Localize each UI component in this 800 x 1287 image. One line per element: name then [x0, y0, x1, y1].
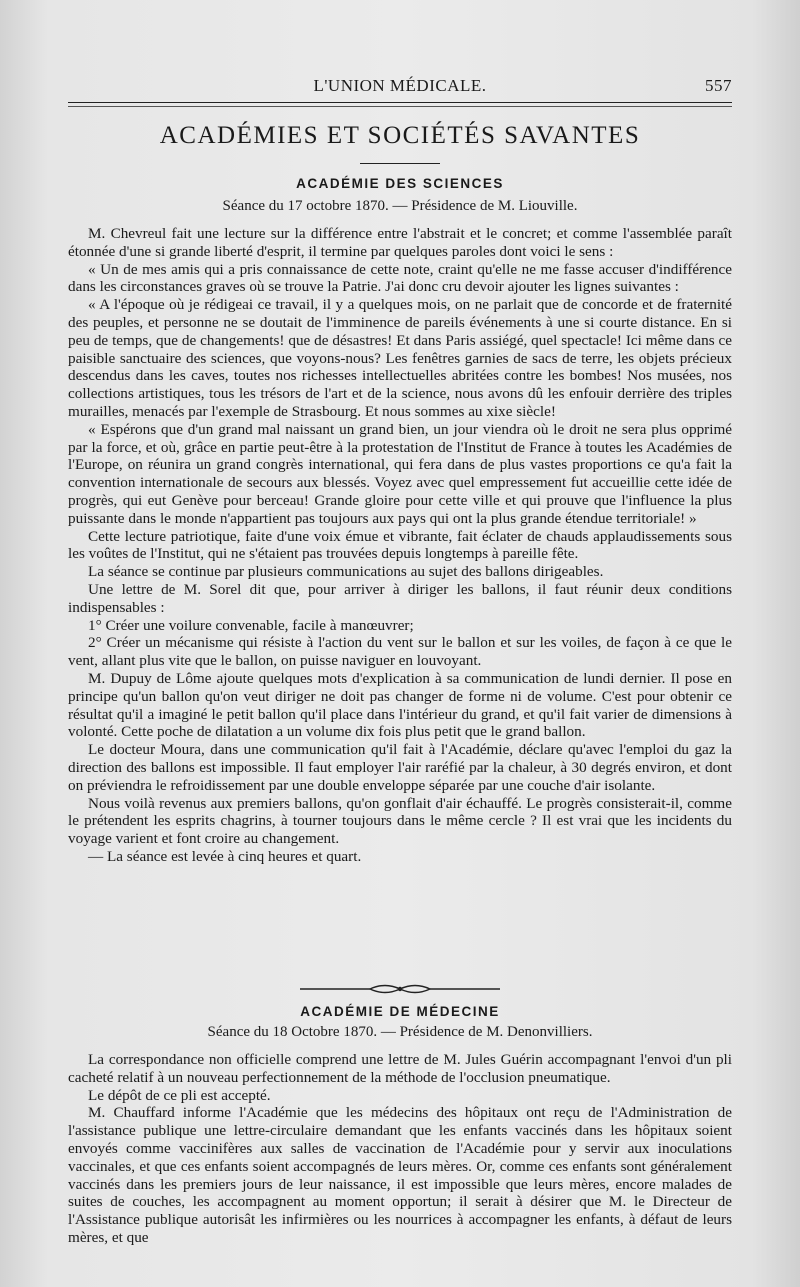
paragraph: Cette lecture patriotique, faite d'une voix émue et vibrante, fait éclater de chauds applaudissements sous les voûtes de l'Institut, qui ne s'étaient pas trouvées depuis longtemps à pareille fête.: [68, 527, 732, 563]
running-header: [68, 76, 732, 100]
paragraph: M. Chauffard informe l'Académie que les médecins des hôpitaux ont reçu de l'Administration de l'assistance publique une lettre-circulaire demandant que les enfants vaccinés dans les hôpitaux soient envoyés comme vaccinifères aux salles de vaccination de l'Académie pour y servir aux inoculations vaccinales, et que ces enfants soient accompagnés de leurs mères. Or, comme ces enfants sont généralement vaccinés dans les premiers jours de leur naissance, il est impossible que leurs mères, encore malades de suites de couches, les accompagnent au moment opportun; il serait à désirer que M. le Directeur de l'Assistance publique autorisât les infirmières ou les nourrices à accompagner les enfants, à défaut de leurs mères, et que: [68, 1104, 732, 1246]
paragraph: Une lettre de M. Sorel dit que, pour arriver à diriger les ballons, il faut réunir deux conditions indispensables :: [68, 580, 732, 616]
paragraph: « Espérons que d'un grand mal naissant un grand bien, un jour viendra où le droit ne sera plus opprimé par la force, et où, grâce en partie peut-être à la protestation de l'Institut de France à toutes les Académies de l'Europe, on réunira un grand congrès international, qui fera dans de plus vastes proportions ce qu'a fait la convention internationale de secours aux blessés. Voyez avec quel empressement fut accueillie cette idée de progrès, qui eut Genève pour berceau! Grande gloire pour cette ville et qui prouve que l'influence la plus puissante dans le monde n'appartient pas toujours aux pays qui ont la plus grande étendue territoriale! »: [68, 420, 732, 527]
page-number: 557: [705, 76, 732, 95]
paragraph: Nous voilà revenus aux premiers ballons, qu'on gonflait d'air échauffé. Le progrès consisterait-il, comme le prétendent les esprits chagrins, à tourner toujours dans le même cercle ? Il est vrai que les incidents du voyage varient et font croire au changement.: [68, 794, 732, 848]
academie-medecine-text: [68, 1051, 732, 1247]
title-divider: [360, 163, 440, 164]
paragraph: La correspondance non officielle comprend une lettre de M. Jules Guérin accompagnant l'envoi d'un pli cacheté relatif à un nouveau perfectionnement de la méthode de l'occlusion pneumatique.: [68, 1051, 732, 1086]
paragraph: — La séance est levée à cinq heures et quart.: [88, 847, 362, 865]
paragraph: Le docteur Moura, dans une communication qu'il fait à l'Académie, déclare qu'avec l'emploi du gaz la direction des ballons est impossible. Il faut employer l'air raréfié par la chaleur, à 30 degrés environ, et dont on préviendra le refroidissement par une double enveloppe séparée par une couche d'air isolante.: [68, 741, 732, 794]
paragraph: Le dépôt de ce pli est accepté.: [88, 1086, 271, 1104]
section-title: ACADÉMIES ET SOCIÉTÉS SAVANTES: [159, 122, 641, 149]
paragraph: « Un de mes amis qui a pris connaissance de cette note, craint qu'elle ne me fasse accuser d'indifférence dans les circonstances graves où se trouve la Patrie. J'ai donc cru devoir ajouter les lignes suivantes :: [68, 260, 732, 296]
paragraph: 1° Créer une voilure convenable, facile à manœuvrer;: [88, 616, 414, 634]
paragraph: M. Chevreul fait une lecture sur la différence entre l'abstrait et le concret; et comme l'assemblée paraît étonnée d'une si grande liberté d'esprit, il termine par quelques paroles dont voici le sens :: [68, 225, 732, 260]
paragraph: « A l'époque où je rédigeai ce travail, il y a quelques mois, on ne parlait que de concorde et de fraternité des peuples, et personne ne se doutait de l'imminence de pareils événements à une si courte distance. En si peu de temps, que de changements! que de désastres! Et dans Paris assiégé, quel spectacle! Ici même dans ce paisible sanctuaire des sciences, que voyons-nous? Les fenêtres garnies de sacs de terre, les objets précieux descendus dans les caves, toutes nos richesses intellectuelles abritées contre les bombes! Nos musées, nos collections artistiques, tous les trésors de l'art et de la science, nous avons dû les enfouir derrière des triples murailles, menacés par l'exemple de Strasbourg. Et nous sommes au xixe siècle!: [68, 296, 732, 420]
academie-sciences-title: ACADÉMIE DES SCIENCES: [296, 176, 504, 191]
paragraph: La séance se continue par plusieurs communications au sujet des ballons dirigeables.: [88, 563, 604, 581]
academie-medecine-session: Séance du 18 Octobre 1870. — Présidence de M. Denonvilliers.: [207, 1024, 593, 1040]
ornament-divider: [300, 982, 500, 996]
paragraph: M. Dupuy de Lôme ajoute quelques mots d'explication à sa communication de lundi dernier. Il pose en principe qu'un ballon qu'on veut diriger ne doit pas changer de forme ni de volume. C'est pour obtenir ce résultat qu'il a imaginé le petit ballon qu'il place dans l'intérieur du grand, et qu'il fait varier de dimensions à volonté. Cette poche de dilatation a un volume dix fois plus petit que le grand ballon.: [68, 669, 732, 741]
academie-sciences-text: [68, 225, 732, 866]
academie-medecine-title: ACADÉMIE DE MÉDECINE: [300, 1004, 500, 1019]
header-rule: [68, 102, 732, 103]
header-rule-thin: [68, 106, 732, 107]
paragraph: 2° Créer un mécanisme qui résiste à l'action du vent sur le ballon et sur les voiles, de façon à ce que le vent, allant plus vite que le ballon, on puisse naviguer en louvoyant.: [68, 634, 732, 670]
academie-sciences-session: Séance du 17 octobre 1870. — Présidence de M. Liouville.: [222, 198, 578, 214]
running-title: L'UNION MÉDICALE.: [313, 76, 487, 95]
